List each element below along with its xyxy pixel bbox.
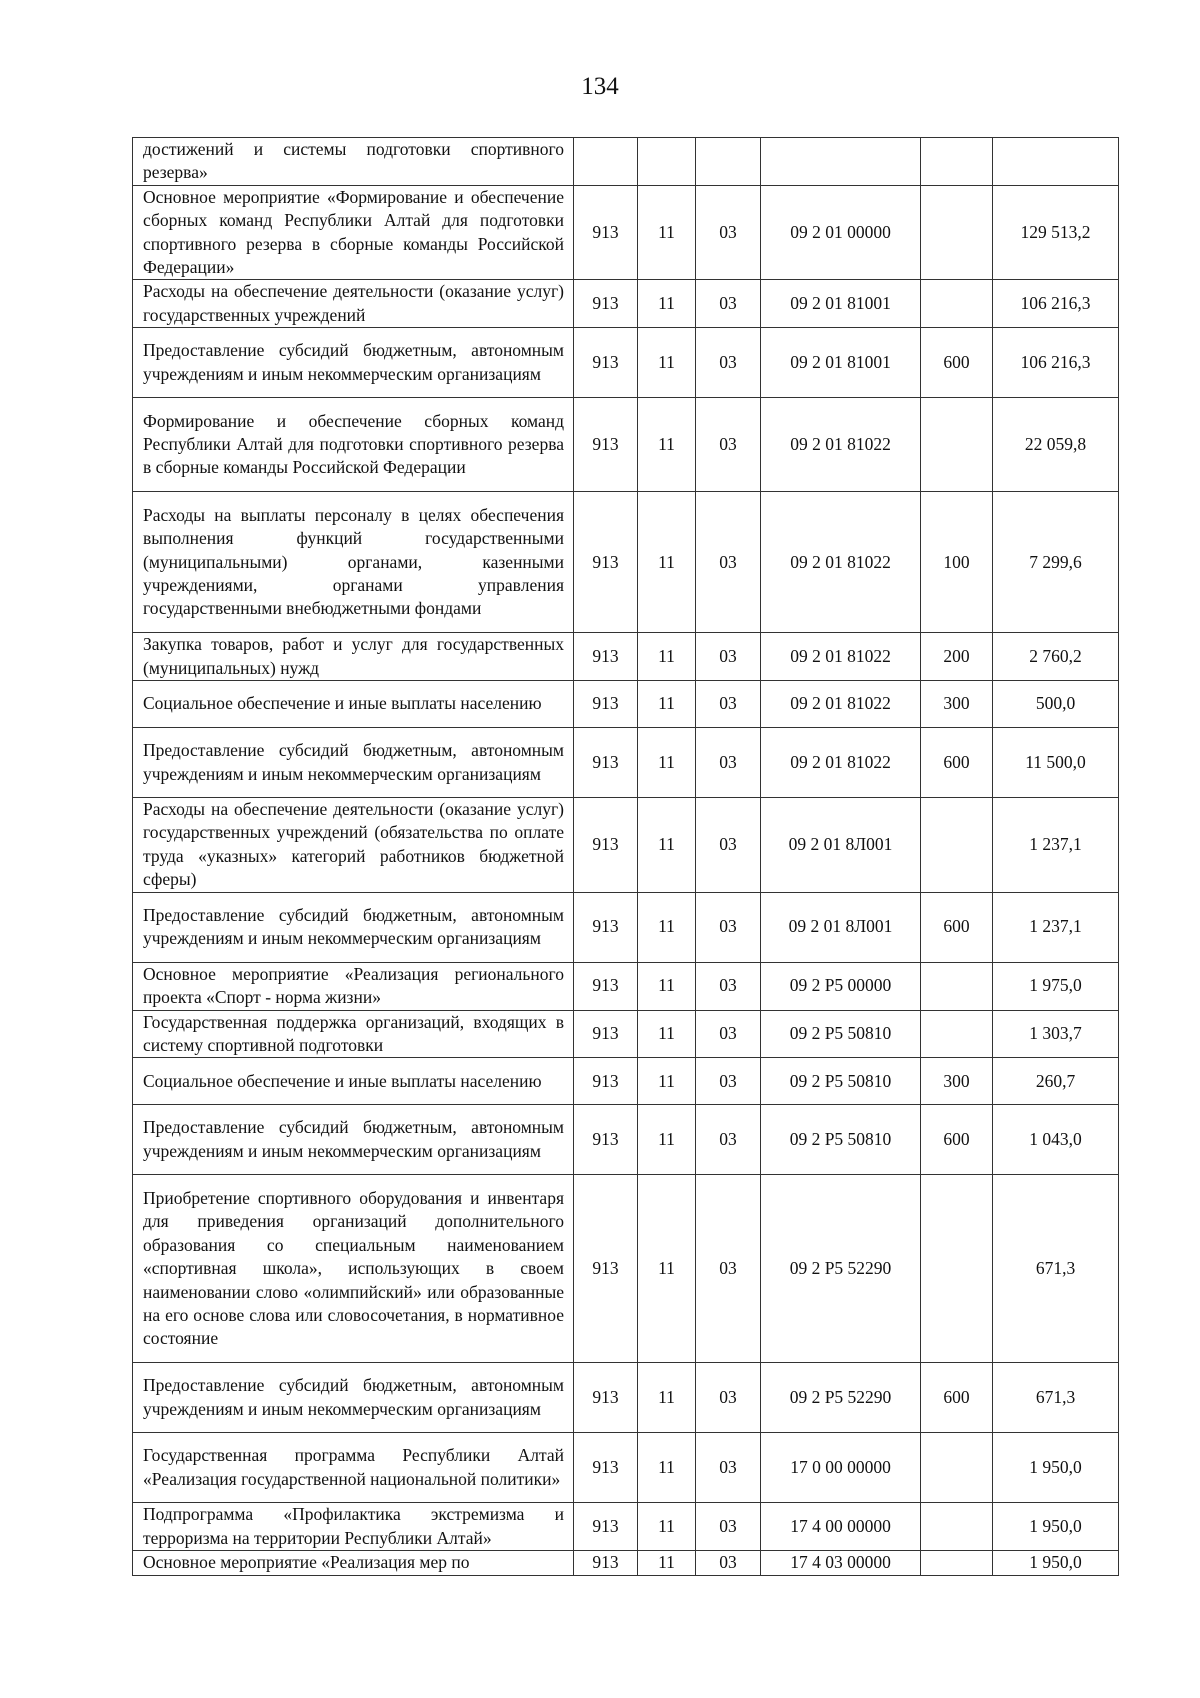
subsection-code: 03 (696, 681, 761, 728)
table-row (133, 138, 1119, 186)
target-article-code: 09 2 01 00000 (761, 185, 921, 280)
row-description: Основное мероприятие «Реализация мер по (133, 1551, 574, 1575)
table-row (133, 962, 1119, 1010)
table-row (133, 633, 1119, 681)
expense-type-code (921, 1433, 993, 1503)
table-row (133, 185, 1119, 280)
section-code: 11 (638, 728, 696, 798)
amount: 2 760,2 (993, 633, 1119, 681)
target-article-code: 09 2 01 81022 (761, 492, 921, 633)
row-description: Закупка товаров, работ и услуг для государственных (муниципальных) нужд (133, 633, 574, 681)
target-article-code: 09 2 01 8Л001 (761, 798, 921, 893)
row-description: Подпрограмма «Профилактика экстремизма и терроризма на территории Республики Алтай» (133, 1503, 574, 1551)
expense-type-code (921, 185, 993, 280)
target-article-code (761, 138, 921, 186)
subsection-code: 03 (696, 633, 761, 681)
subsection-code: 03 (696, 728, 761, 798)
amount: 500,0 (993, 681, 1119, 728)
grbs-code: 913 (574, 633, 638, 681)
grbs-code: 913 (574, 398, 638, 492)
table-row (133, 1010, 1119, 1058)
grbs-code: 913 (574, 1551, 638, 1575)
row-description: Предоставление субсидий бюджетным, автономным учреждениям и иным некоммерческим организациям (133, 892, 574, 962)
amount: 106 216,3 (993, 328, 1119, 398)
expense-type-code (921, 280, 993, 328)
section-code: 11 (638, 1363, 696, 1433)
table-row (133, 328, 1119, 398)
row-description: Предоставление субсидий бюджетным, автономным учреждениям и иным некоммерческим организациям (133, 1363, 574, 1433)
row-description: Основное мероприятие «Формирование и обеспечение сборных команд Республики Алтай для подготовки спортивного резерва в сборные команды Российской Федерации» (133, 185, 574, 280)
section-code: 11 (638, 492, 696, 633)
table-row (133, 1551, 1119, 1575)
expense-type-code: 600 (921, 1363, 993, 1433)
amount: 1 950,0 (993, 1503, 1119, 1551)
subsection-code: 03 (696, 1058, 761, 1105)
grbs-code: 913 (574, 1105, 638, 1175)
section-code: 11 (638, 398, 696, 492)
subsection-code: 03 (696, 1503, 761, 1551)
grbs-code: 913 (574, 185, 638, 280)
table-row (133, 1058, 1119, 1105)
expense-type-code: 300 (921, 1058, 993, 1105)
subsection-code: 03 (696, 1551, 761, 1575)
grbs-code: 913 (574, 492, 638, 633)
subsection-code: 03 (696, 962, 761, 1010)
expense-type-code: 600 (921, 1105, 993, 1175)
subsection-code: 03 (696, 1363, 761, 1433)
table-row (133, 1105, 1119, 1175)
target-article-code: 09 2 01 8Л001 (761, 892, 921, 962)
subsection-code: 03 (696, 280, 761, 328)
table-row (133, 280, 1119, 328)
subsection-code: 03 (696, 398, 761, 492)
subsection-code: 03 (696, 1175, 761, 1363)
section-code (638, 138, 696, 186)
target-article-code: 09 2 Р5 52290 (761, 1175, 921, 1363)
row-description: Приобретение спортивного оборудования и инвентаря для приведения организаций дополнительного образования со специальным наименованием «спортивная школа», использующих в своем наименовании слово «олимпийский» или образованные на его основе слова или словосочетания, в нормативное состояние (133, 1175, 574, 1363)
subsection-code: 03 (696, 1105, 761, 1175)
subsection-code (696, 138, 761, 186)
page-number: 134 (581, 73, 619, 100)
grbs-code: 913 (574, 1175, 638, 1363)
row-description: Формирование и обеспечение сборных команд Республики Алтай для подготовки спортивного резерва в сборные команды Российской Федерации (133, 398, 574, 492)
grbs-code: 913 (574, 1010, 638, 1058)
row-description: Государственная поддержка организаций, входящих в систему спортивной подготовки (133, 1010, 574, 1058)
expense-type-code (921, 1010, 993, 1058)
target-article-code: 09 2 01 81022 (761, 681, 921, 728)
expense-type-code (921, 138, 993, 186)
row-description: Государственная программа Республики Алтай «Реализация государственной национальной политики» (133, 1433, 574, 1503)
table-row (133, 1503, 1119, 1551)
row-description: Социальное обеспечение и иные выплаты населению (133, 681, 574, 728)
grbs-code: 913 (574, 1363, 638, 1433)
grbs-code: 913 (574, 280, 638, 328)
target-article-code: 09 2 Р5 50810 (761, 1105, 921, 1175)
table-row (133, 492, 1119, 633)
amount (993, 138, 1119, 186)
row-description: Социальное обеспечение и иные выплаты населению (133, 1058, 574, 1105)
target-article-code: 09 2 01 81022 (761, 398, 921, 492)
section-code: 11 (638, 280, 696, 328)
expense-type-code: 600 (921, 728, 993, 798)
expense-type-code (921, 1551, 993, 1575)
row-description: Основное мероприятие «Реализация регионального проекта «Спорт - норма жизни» (133, 962, 574, 1010)
grbs-code: 913 (574, 962, 638, 1010)
table-row (133, 892, 1119, 962)
table-body (133, 138, 1119, 1576)
expense-type-code: 300 (921, 681, 993, 728)
section-code: 11 (638, 1105, 696, 1175)
grbs-code: 913 (574, 1058, 638, 1105)
amount: 106 216,3 (993, 280, 1119, 328)
section-code: 11 (638, 328, 696, 398)
amount: 129 513,2 (993, 185, 1119, 280)
amount: 7 299,6 (993, 492, 1119, 633)
expense-type-code (921, 798, 993, 893)
target-article-code: 09 2 Р5 52290 (761, 1363, 921, 1433)
expense-type-code (921, 398, 993, 492)
table-row (133, 728, 1119, 798)
subsection-code: 03 (696, 492, 761, 633)
target-article-code: 09 2 Р5 50810 (761, 1058, 921, 1105)
expense-type-code (921, 962, 993, 1010)
section-code: 11 (638, 1503, 696, 1551)
subsection-code: 03 (696, 328, 761, 398)
table-row (133, 1363, 1119, 1433)
subsection-code: 03 (696, 1010, 761, 1058)
section-code: 11 (638, 1433, 696, 1503)
subsection-code: 03 (696, 185, 761, 280)
amount: 11 500,0 (993, 728, 1119, 798)
grbs-code: 913 (574, 892, 638, 962)
section-code: 11 (638, 633, 696, 681)
expense-type-code: 600 (921, 892, 993, 962)
row-description: Расходы на обеспечение деятельности (оказание услуг) государственных учреждений (обязательства по оплате труда «указных» категорий работников бюджетной сферы) (133, 798, 574, 893)
target-article-code: 09 2 Р5 50810 (761, 1010, 921, 1058)
target-article-code: 17 0 00 00000 (761, 1433, 921, 1503)
target-article-code: 17 4 00 00000 (761, 1503, 921, 1551)
target-article-code: 09 2 Р5 00000 (761, 962, 921, 1010)
grbs-code: 913 (574, 1503, 638, 1551)
grbs-code: 913 (574, 798, 638, 893)
row-description: Расходы на обеспечение деятельности (оказание услуг) государственных учреждений (133, 280, 574, 328)
section-code: 11 (638, 1058, 696, 1105)
target-article-code: 09 2 01 81022 (761, 633, 921, 681)
section-code: 11 (638, 798, 696, 893)
grbs-code: 913 (574, 681, 638, 728)
table-row (133, 681, 1119, 728)
expense-type-code (921, 1503, 993, 1551)
amount: 22 059,8 (993, 398, 1119, 492)
expense-type-code: 200 (921, 633, 993, 681)
amount: 1 237,1 (993, 798, 1119, 893)
subsection-code: 03 (696, 1433, 761, 1503)
grbs-code (574, 138, 638, 186)
amount: 1 043,0 (993, 1105, 1119, 1175)
amount: 1 950,0 (993, 1551, 1119, 1575)
section-code: 11 (638, 1010, 696, 1058)
amount: 260,7 (993, 1058, 1119, 1105)
budget-table (132, 137, 1119, 1576)
amount: 1 237,1 (993, 892, 1119, 962)
amount: 1 303,7 (993, 1010, 1119, 1058)
amount: 1 975,0 (993, 962, 1119, 1010)
row-description: Расходы на выплаты персоналу в целях обеспечения выполнения функций государственными (муниципальными) органами, казенными учреждениями, органами управления государственными внебюджетными фондами (133, 492, 574, 633)
section-code: 11 (638, 962, 696, 1010)
row-description: Предоставление субсидий бюджетным, автономным учреждениям и иным некоммерческим организациям (133, 328, 574, 398)
section-code: 11 (638, 681, 696, 728)
expense-type-code: 100 (921, 492, 993, 633)
section-code: 11 (638, 892, 696, 962)
section-code: 11 (638, 1175, 696, 1363)
table-row (133, 1175, 1119, 1363)
target-article-code: 09 2 01 81001 (761, 328, 921, 398)
row-description: достижений и системы подготовки спортивного резерва» (133, 138, 574, 186)
target-article-code: 17 4 03 00000 (761, 1551, 921, 1575)
table-row (133, 1433, 1119, 1503)
expense-type-code (921, 1175, 993, 1363)
row-description: Предоставление субсидий бюджетным, автономным учреждениям и иным некоммерческим организациям (133, 1105, 574, 1175)
grbs-code: 913 (574, 728, 638, 798)
subsection-code: 03 (696, 892, 761, 962)
target-article-code: 09 2 01 81001 (761, 280, 921, 328)
section-code: 11 (638, 1551, 696, 1575)
subsection-code: 03 (696, 798, 761, 893)
table-row (133, 398, 1119, 492)
grbs-code: 913 (574, 328, 638, 398)
section-code: 11 (638, 185, 696, 280)
grbs-code: 913 (574, 1433, 638, 1503)
target-article-code: 09 2 01 81022 (761, 728, 921, 798)
amount: 1 950,0 (993, 1433, 1119, 1503)
table-row (133, 798, 1119, 893)
amount: 671,3 (993, 1363, 1119, 1433)
expense-type-code: 600 (921, 328, 993, 398)
row-description: Предоставление субсидий бюджетным, автономным учреждениям и иным некоммерческим организациям (133, 728, 574, 798)
amount: 671,3 (993, 1175, 1119, 1363)
